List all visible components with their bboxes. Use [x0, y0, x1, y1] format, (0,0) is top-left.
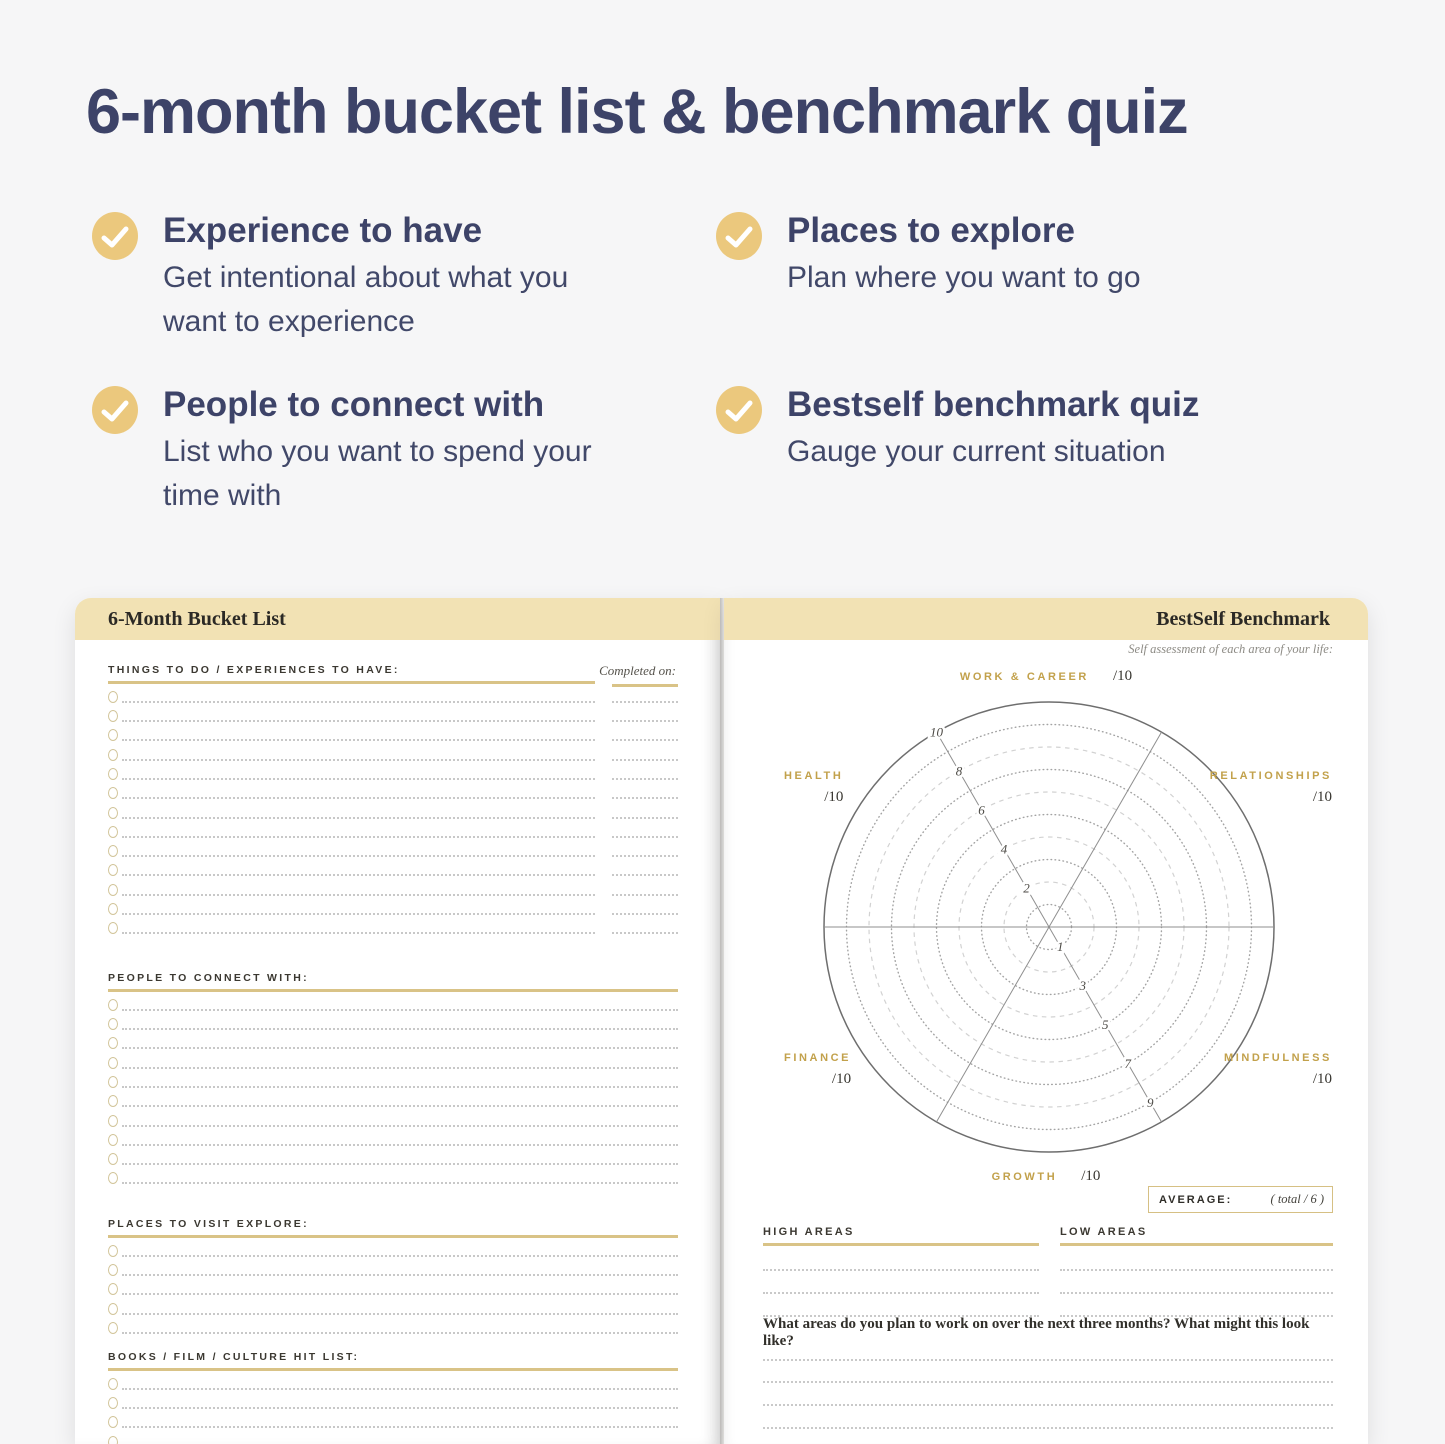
checkbox-circle — [108, 787, 118, 799]
checkbox-circle — [108, 1322, 118, 1334]
write-line — [122, 1274, 678, 1276]
area-score-slot: /10 — [1112, 668, 1133, 684]
checkbox-circle — [108, 1115, 118, 1127]
write-line — [122, 817, 595, 819]
completed-write-line — [612, 932, 678, 934]
write-line — [122, 1332, 678, 1334]
write-line — [122, 701, 595, 703]
high-areas-write-lines — [763, 1248, 1039, 1317]
section-label: PLACES TO VISIT EXPLORE: — [108, 1218, 309, 1230]
write-line — [122, 720, 595, 722]
high-areas-header — [763, 1226, 1039, 1246]
area-name: HEALTH — [784, 770, 844, 782]
checkbox-circle — [108, 1283, 118, 1295]
checkbox-circle — [108, 691, 118, 703]
checkbox-circle — [108, 1134, 118, 1146]
checkmark-icon — [92, 212, 138, 260]
write-line — [122, 932, 595, 934]
write-line — [763, 1294, 1039, 1317]
ring-number: 7 — [1124, 1055, 1132, 1071]
write-line — [1060, 1248, 1333, 1271]
write-line — [122, 1144, 678, 1146]
area-name: RELATIONSHIPS — [1209, 770, 1332, 782]
low-areas-write-lines — [1060, 1248, 1333, 1317]
checklist-row — [108, 742, 678, 761]
checkbox-circle — [108, 768, 118, 780]
section-label: BOOKS / FILM / CULTURE HIT LIST: — [108, 1351, 360, 1363]
write-line — [122, 1426, 678, 1428]
checkbox-circle — [108, 1264, 118, 1276]
page-subtitle: Self assessment of each area of your life: — [1128, 642, 1333, 656]
checklist-row — [108, 800, 678, 819]
completed-write-line — [612, 913, 678, 915]
completed-write-line — [612, 855, 678, 857]
write-line — [763, 1361, 1333, 1384]
write-line — [1060, 1294, 1333, 1317]
page-title: 6-month bucket list & benchmark quiz — [86, 77, 1188, 147]
section-label: PEOPLE TO CONNECT WITH: — [108, 972, 309, 984]
feature-description: Gauge your current situation — [787, 435, 1166, 468]
checkbox-circle — [108, 1416, 118, 1428]
ring-number: 5 — [1102, 1016, 1109, 1032]
write-line — [122, 855, 595, 857]
page-header-band — [724, 598, 1368, 640]
checklist-row — [108, 704, 678, 723]
benchmark-page — [724, 598, 1368, 1444]
feature-places — [716, 210, 1141, 300]
page-header-band — [75, 598, 721, 640]
completed-write-line — [612, 874, 678, 876]
write-line — [122, 797, 595, 799]
checkbox-circle — [108, 1436, 118, 1444]
question-write-lines — [763, 1338, 1333, 1444]
area-name: WORK & CAREER — [959, 671, 1089, 683]
checklist-row — [108, 1050, 678, 1069]
high-areas-label: HIGH AREAS — [763, 1226, 855, 1238]
ring-number: 9 — [1147, 1094, 1154, 1110]
reflection-question: What areas do you plan to work on over the next three months? What might this look like? — [763, 1316, 1310, 1349]
checkbox-circle — [108, 710, 118, 722]
write-line — [122, 894, 595, 896]
write-line — [763, 1271, 1039, 1294]
checklist-row — [108, 1296, 678, 1315]
write-line — [122, 1388, 678, 1390]
write-line — [122, 1009, 678, 1011]
feature-title: Experience to have — [163, 211, 483, 250]
completed-write-line — [612, 701, 678, 703]
checklist-row — [108, 1070, 678, 1089]
page-header: BestSelf Benchmark — [1156, 608, 1330, 630]
checklist-row — [108, 1391, 678, 1410]
write-line — [122, 1255, 678, 1257]
bucket-list-section — [108, 664, 678, 935]
feature-description: List who you want to spend your time with — [163, 435, 592, 512]
checkbox-circle — [108, 1076, 118, 1088]
checklist-row — [108, 1372, 678, 1391]
checkbox-circle — [108, 729, 118, 741]
checklist-row — [108, 820, 678, 839]
checkbox-circle — [108, 1245, 118, 1257]
completed-write-line — [612, 817, 678, 819]
area-score-slot: /10 — [1312, 789, 1332, 805]
feature-title: Places to explore — [787, 211, 1075, 250]
write-line — [1060, 1271, 1333, 1294]
checklist-row — [108, 839, 678, 858]
write-line — [122, 913, 595, 915]
checkmark-icon — [716, 212, 762, 260]
feature-title: People to connect with — [163, 385, 545, 424]
checklist-row — [108, 1258, 678, 1277]
write-line — [122, 1182, 678, 1184]
checklist-row — [108, 1277, 678, 1296]
write-line — [122, 1047, 678, 1049]
ring-number: 1 — [1057, 939, 1064, 954]
checkbox-circle — [108, 807, 118, 819]
write-line — [122, 739, 595, 741]
ring-number: 8 — [955, 763, 963, 779]
write-line — [763, 1248, 1039, 1271]
divider — [108, 989, 678, 992]
write-line — [763, 1338, 1333, 1361]
completed-write-line — [612, 720, 678, 722]
average-label: AVERAGE: — [1159, 1193, 1233, 1206]
checklist-row — [108, 1410, 678, 1429]
checkbox-circle — [108, 1057, 118, 1069]
feature-title: Bestself benchmark quiz — [787, 385, 1200, 424]
checkbox-circle — [108, 845, 118, 857]
checkbox-circle — [108, 1018, 118, 1030]
average-box — [1148, 1186, 1333, 1213]
checklist-row — [108, 762, 678, 781]
checklist-row — [108, 1012, 678, 1031]
average-hint: ( total / 6 ) — [1270, 1192, 1324, 1206]
ring-number: 3 — [1079, 978, 1087, 993]
write-line — [122, 1105, 678, 1107]
checkbox-circle — [108, 826, 118, 838]
divider — [108, 681, 595, 684]
completed-write-line — [612, 836, 678, 838]
checklist-row — [108, 1108, 678, 1127]
bucket-list-section — [108, 1351, 678, 1444]
ring-number: 10 — [930, 724, 943, 740]
section-label: THINGS TO DO / EXPERIENCES TO HAVE: — [108, 664, 400, 676]
checklist-row — [108, 858, 678, 877]
checkbox-circle — [108, 1172, 118, 1184]
low-areas-label: LOW AREAS — [1060, 1226, 1148, 1238]
area-name: MINDFULNESS — [1223, 1052, 1332, 1064]
checkbox-circle — [108, 1153, 118, 1165]
divider — [1060, 1243, 1333, 1246]
feature-experience — [92, 210, 608, 344]
area-label-relationships — [1210, 766, 1332, 806]
checkbox-circle — [108, 749, 118, 761]
write-line — [122, 1125, 678, 1127]
checkmark-icon — [92, 386, 138, 434]
write-line — [763, 1406, 1333, 1429]
write-line — [763, 1383, 1333, 1406]
divider — [108, 1368, 678, 1371]
area-score-slot: /10 — [831, 1071, 852, 1087]
write-line — [763, 1429, 1333, 1444]
checklist-row — [108, 1316, 678, 1335]
area-score-slot: /10 — [1081, 1168, 1101, 1184]
checklist-row — [108, 1166, 678, 1185]
checklist-row — [108, 781, 678, 800]
checkbox-circle — [108, 1397, 118, 1409]
checkbox-circle — [108, 1095, 118, 1107]
checkbox-circle — [108, 1037, 118, 1049]
checklist-row — [108, 1089, 678, 1108]
ring-number: 6 — [978, 802, 985, 818]
area-name: FINANCE — [784, 1052, 852, 1064]
feature-people — [92, 384, 608, 518]
checklist-row — [108, 723, 678, 742]
bucket-list-page — [75, 598, 721, 1444]
checklist-row — [108, 1031, 678, 1050]
write-line — [122, 874, 595, 876]
write-line — [122, 1313, 678, 1315]
checklist-row — [108, 685, 678, 704]
checklist-row — [108, 1147, 678, 1166]
checkbox-circle — [108, 903, 118, 915]
write-line — [122, 836, 595, 838]
checklist-row — [108, 897, 678, 916]
area-label-finance — [784, 1048, 851, 1088]
checklist-row — [108, 916, 678, 935]
area-label-health — [784, 766, 843, 806]
write-line — [122, 1407, 678, 1409]
checkbox-circle — [108, 884, 118, 896]
write-line — [122, 1293, 678, 1295]
completed-write-line — [612, 739, 678, 741]
ring-number: 4 — [1000, 841, 1008, 857]
completed-write-line — [612, 894, 678, 896]
life-wheel-chart — [811, 689, 1287, 1165]
checklist-row — [108, 1128, 678, 1147]
divider — [763, 1243, 1039, 1246]
completed-write-line — [612, 778, 678, 780]
area-score-slot: /10 — [824, 789, 844, 805]
feature-description: Get intentional about what you want to experience — [163, 261, 569, 338]
write-line — [122, 1067, 678, 1069]
area-label-growth — [724, 1168, 1368, 1185]
planner-spread — [75, 598, 1368, 1444]
completed-write-line — [612, 759, 678, 761]
write-line — [122, 1086, 678, 1088]
area-label-mindfulness — [1224, 1048, 1332, 1088]
checkmark-icon — [716, 386, 762, 434]
write-line — [122, 1028, 678, 1030]
ring-number: 2 — [1023, 880, 1030, 896]
area-label-work-career — [724, 668, 1368, 685]
checklist-row — [108, 877, 678, 896]
completed-write-line — [612, 797, 678, 799]
checkbox-circle — [108, 864, 118, 876]
page-header: 6-Month Bucket List — [108, 608, 286, 630]
area-score-slot: /10 — [1312, 1071, 1332, 1087]
write-line — [122, 759, 595, 761]
checklist-row — [108, 1239, 678, 1258]
low-areas-header — [1060, 1226, 1333, 1246]
area-name: GROWTH — [991, 1171, 1058, 1183]
checkbox-circle — [108, 999, 118, 1011]
feature-description: Plan where you want to go — [787, 261, 1141, 294]
checklist-row — [108, 1429, 678, 1444]
write-line — [122, 1163, 678, 1165]
bucket-list-section — [108, 1218, 678, 1335]
checkbox-circle — [108, 922, 118, 934]
checklist-row — [108, 993, 678, 1012]
checkbox-circle — [108, 1303, 118, 1315]
write-line — [122, 778, 595, 780]
bucket-list-section — [108, 972, 678, 1185]
checkbox-circle — [108, 1378, 118, 1390]
feature-benchmark — [716, 384, 1199, 474]
completed-on-label: Completed on: — [599, 663, 676, 678]
divider — [108, 1235, 678, 1238]
